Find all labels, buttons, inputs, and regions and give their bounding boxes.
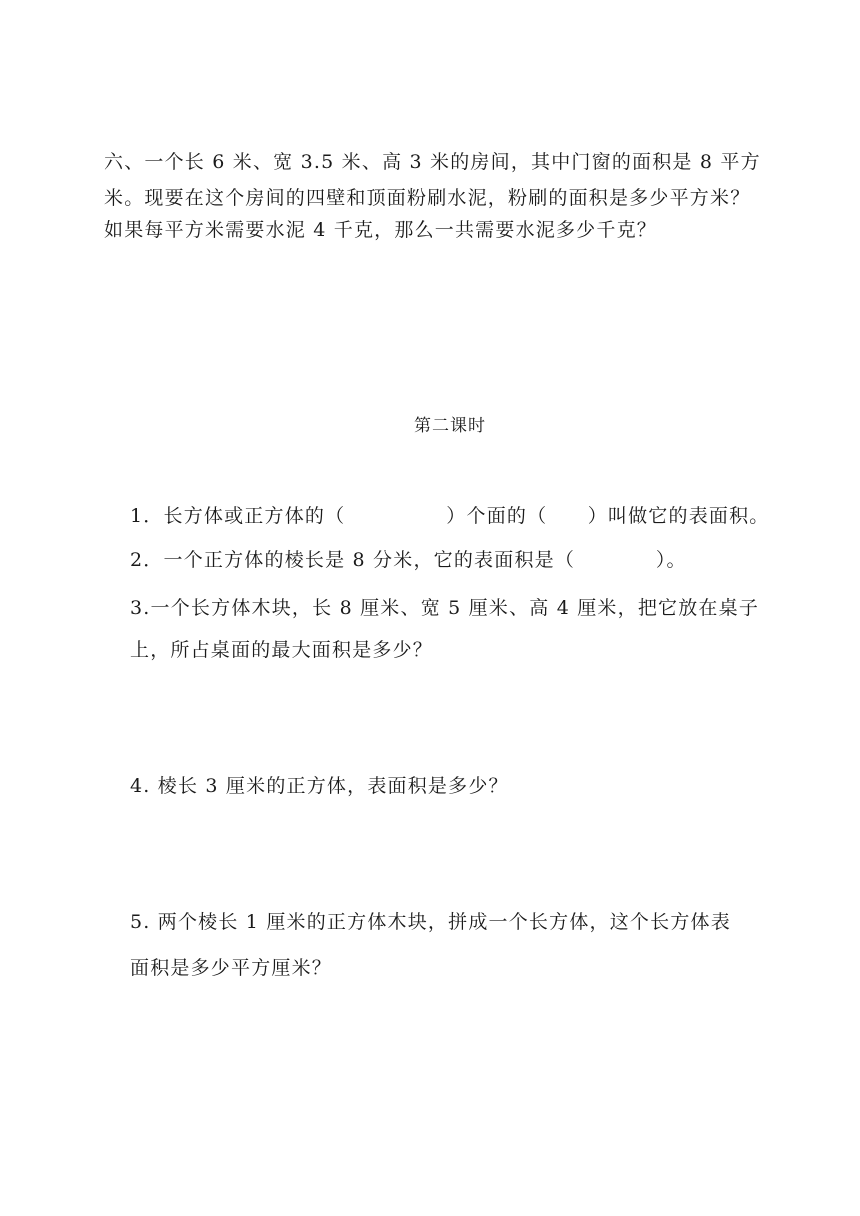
question-2: 2．一个正方体的棱长是 8 分米，它的表面积是（ ）。 [130, 549, 687, 571]
question-3-line-1: 3.一个长方体木块，长 8 厘米、宽 5 厘米、高 4 厘米，把它放在桌子 [130, 597, 760, 619]
question-3-line-2: 上，所占桌面的最大面积是多少？ [130, 639, 434, 661]
section-6-line-2: 米。现要在这个房间的四壁和顶面粉刷水泥，粉刷的面积是多少平方米？ [104, 187, 751, 209]
question-5-line-2: 面积是多少平方厘米？ [130, 957, 333, 979]
question-4: 4. 棱长 3 厘米的正方体，表面积是多少？ [130, 775, 509, 797]
question-5-line-1: 5. 两个棱长 1 厘米的正方体木块，拼成一个长方体，这个长方体表 [130, 911, 731, 933]
section-6-line-3: 如果每平方米需要水泥 4 千克，那么一共需要水泥多少千克？ [104, 219, 657, 241]
section-6-line-1: 六、一个长 6 米、宽 3.5 米、高 3 米的房间，其中门窗的面积是 8 平方 [104, 151, 761, 173]
question-1: 1．长方体或正方体的（ ）个面的（ ）叫做它的表面积。 [130, 505, 770, 527]
lesson-title: 第二课时 [414, 416, 486, 436]
